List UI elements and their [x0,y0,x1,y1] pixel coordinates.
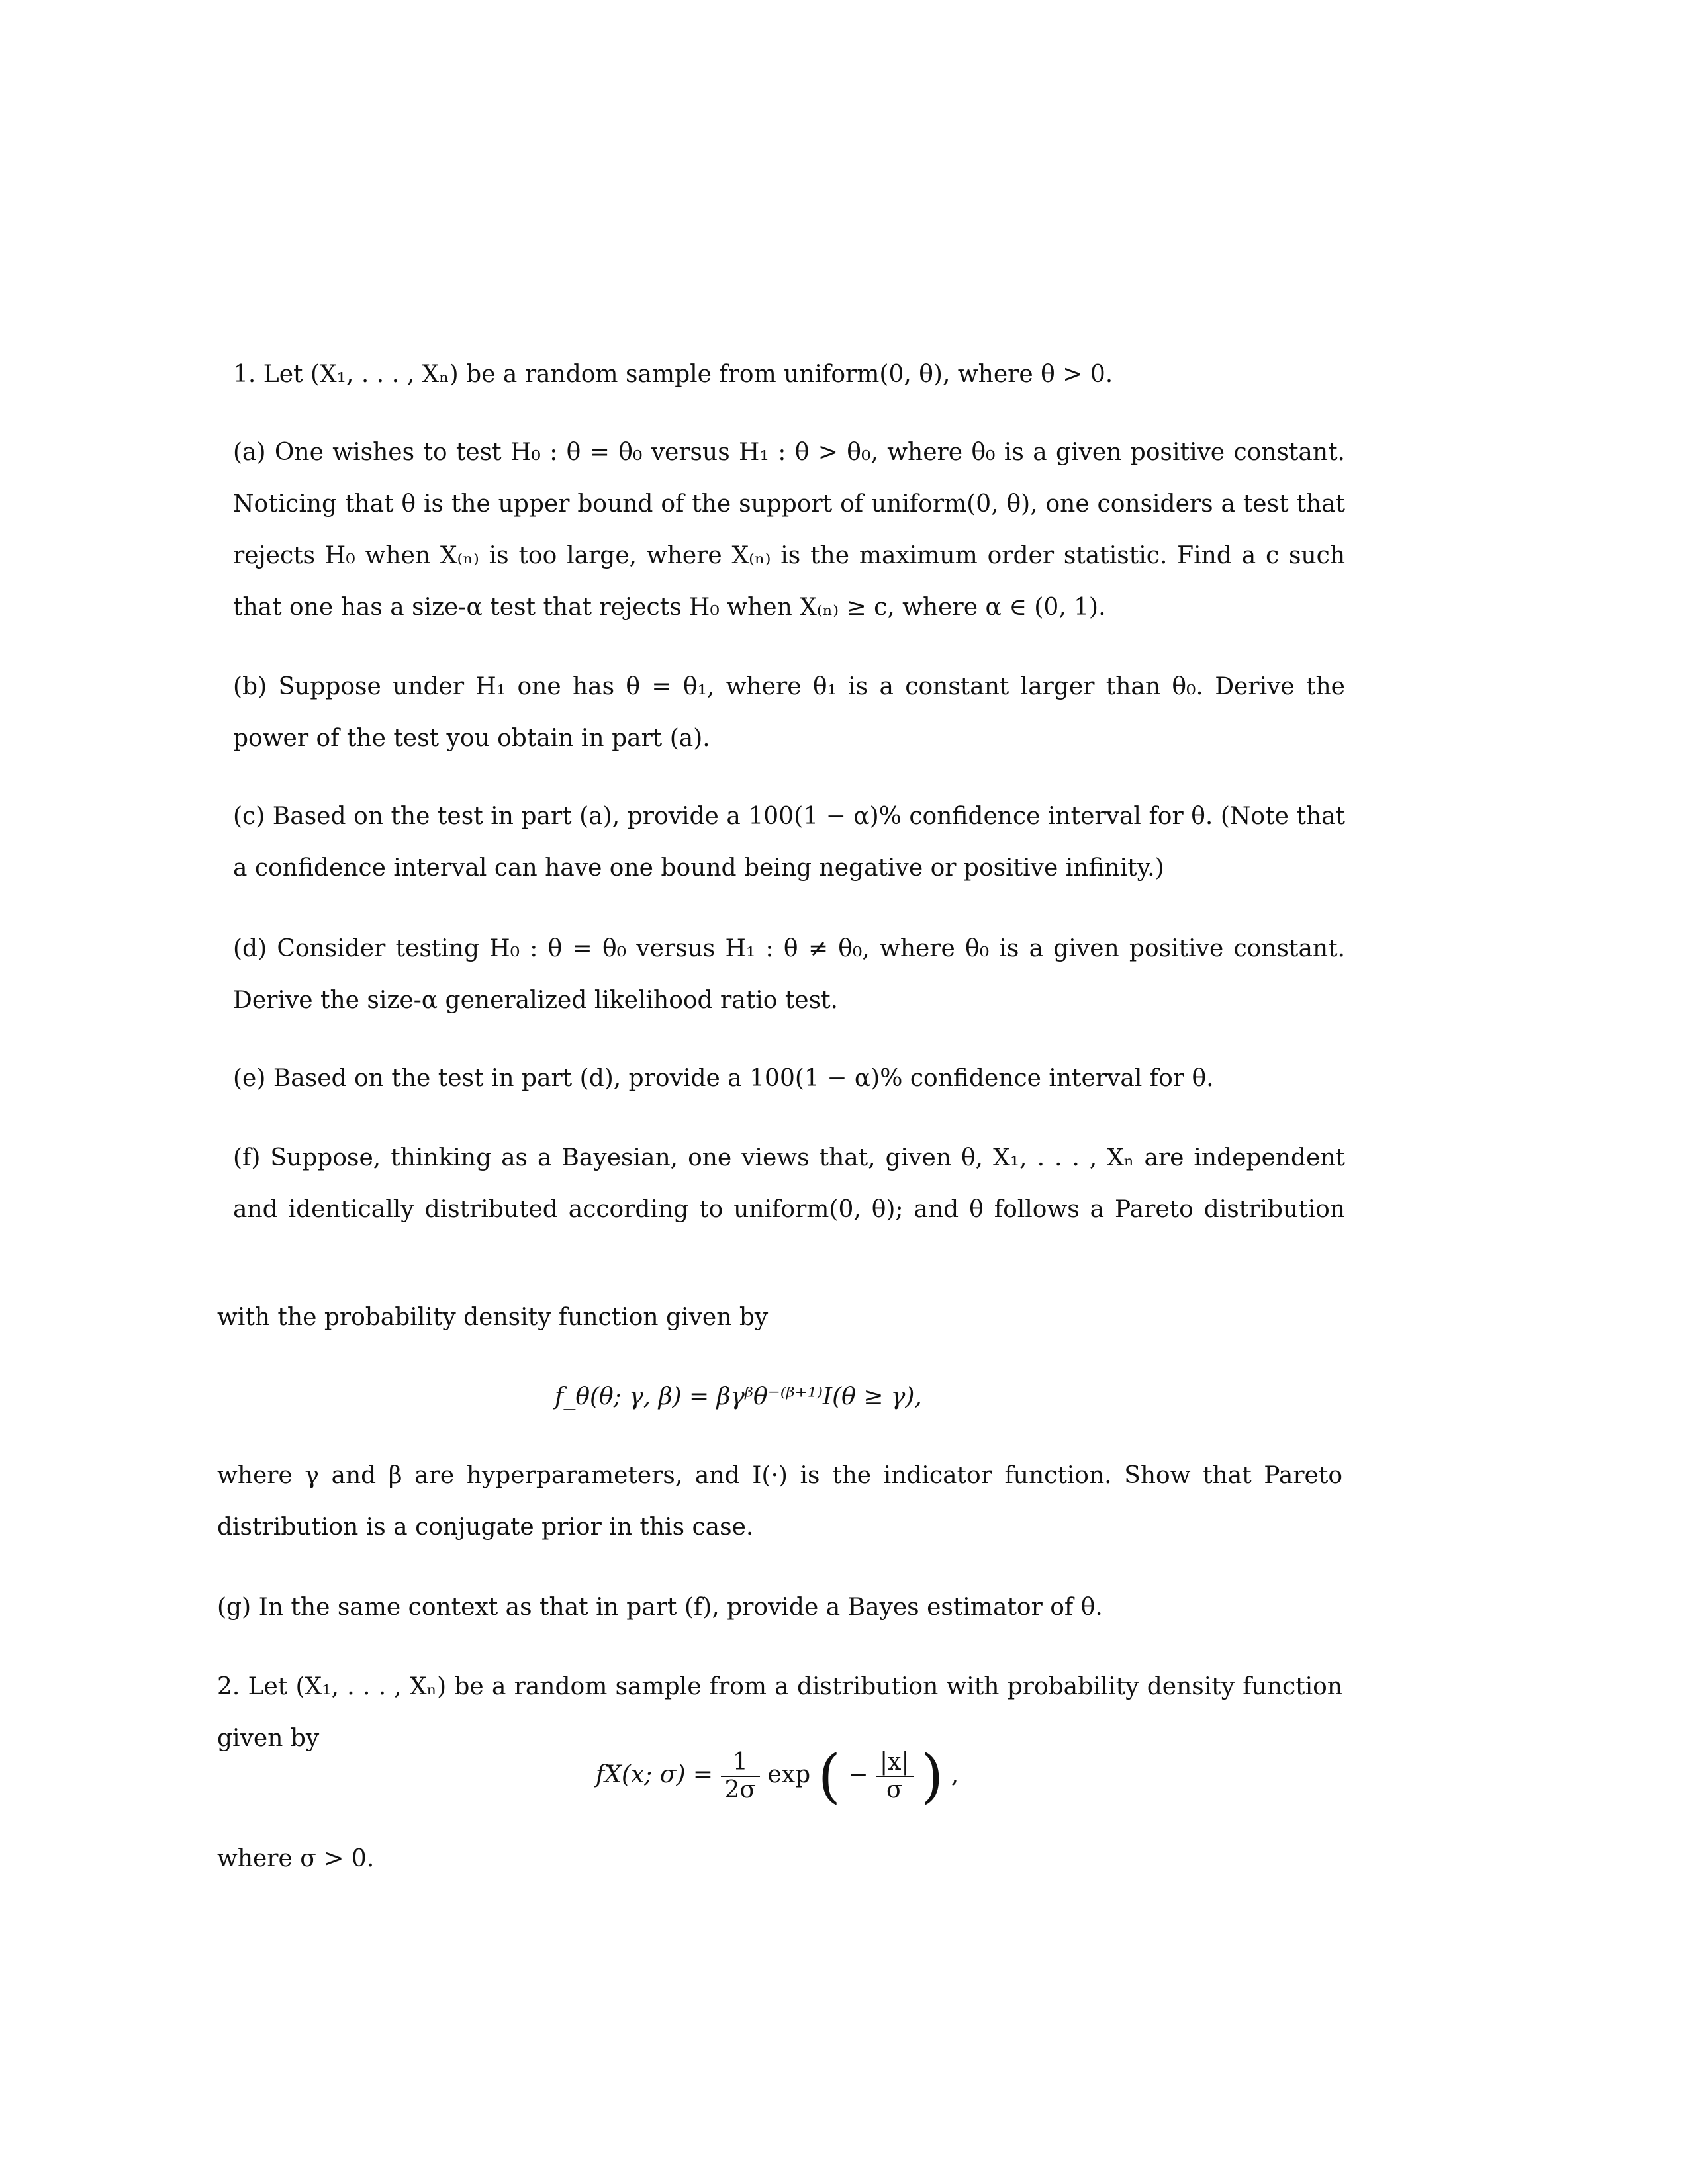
part-b-line: (b) Suppose under H₁ one has θ = θ₁, where θ₁ is a constant larger than θ₀. Derive the [233,673,1345,700]
inner-minus: − [848,1761,868,1788]
part-f-after [217,1450,1342,1553]
part-d-line: (d) Consider testing H₀ : θ = θ₀ versus H₁ : θ ≠ θ₀, where θ₀ is a given positive constant. [233,935,1345,962]
part-e [233,1053,1345,1105]
problem-1-intro [233,349,1345,400]
coefficient-denominator: 2σ [724,1776,757,1803]
part-d-line: Derive the size-α generalized likelihood ratio test. [233,987,838,1014]
part-c [233,791,1345,894]
part-g [217,1582,1342,1633]
exp-function: exp [767,1761,811,1788]
equation-comma: , [951,1761,959,1788]
part-b [233,661,1345,764]
problem-1-intro-text: 1. Let (X₁, . . . , Xₙ) be a random sample from uniform(0, θ), where θ > 0. [233,361,1113,388]
part-f-line: and identically distributed according to uniform(0, θ); and θ follows a Pareto distribution [233,1196,1345,1223]
part-a-line: Noticing that θ is the upper bound of the support of uniform(0, θ), one considers a test that [233,490,1345,518]
part-a-line: rejects H₀ when X₍ₙ₎ is too large, where X₍ₙ₎ is the maximum order statistic. Find a c such [233,542,1345,569]
problem-2-where [217,1833,1342,1885]
part-c-line: (c) Based on the test in part (a), provide a 100(1 − α)% confidence interval for θ. (Note that [233,803,1345,830]
inner-fraction [876,1749,914,1803]
part-f [233,1132,1345,1236]
problem-2-line: 2. Let (X₁, . . . , Xₙ) be a random sample from a distribution with probability density function [217,1673,1342,1700]
part-b-line: power of the test you obtain in part (a). [233,725,710,752]
part-a [233,427,1345,633]
part-f-continuation-text: with the probability density function given by [217,1304,769,1331]
laplace-equation-lhs: fX(x; σ) = [596,1761,714,1788]
part-f-line: (f) Suppose, thinking as a Bayesian, one views that, given θ, X₁, . . . , Xₙ are independent [233,1144,1345,1171]
part-f-continuation [217,1292,1342,1343]
part-d [233,923,1345,1026]
laplace-equation-coefficient [721,1749,760,1803]
part-f-after-line: where γ and β are hyperparameters, and I(·) is the indicator function. Show that Pareto [217,1462,1342,1489]
part-a-line: that one has a size-α test that rejects H₀ when X₍ₙ₎ ≥ c, where α ∈ (0, 1). [233,594,1106,621]
inner-numerator: |x| [876,1749,914,1777]
inner-denominator: σ [886,1776,903,1803]
pareto-density-equation: f_θ(θ; γ, β) = βγᵝθ⁻⁽ᵝ⁺¹⁾I(θ ≥ γ), [555,1383,922,1410]
part-a-line: (a) One wishes to test H₀ : θ = θ₀ versus H₁ : θ > θ₀, where θ₀ is a given positive constant. [233,439,1345,466]
part-f-after-line: distribution is a conjugate prior in this case. [217,1514,754,1541]
right-paren: ) [921,1742,944,1810]
left-paren: ( [818,1742,841,1810]
problem-2-where-text: where σ > 0. [217,1845,375,1872]
part-c-line: a confidence interval can have one bound being negative or positive infinity.) [233,854,1164,882]
part-g-line: (g) In the same context as that in part (f), provide a Bayes estimator of θ. [217,1594,1103,1621]
part-e-line: (e) Based on the test in part (d), provide a 100(1 − α)% confidence interval for θ. [233,1065,1214,1092]
problem-2-line: given by [217,1725,320,1752]
laplace-density-equation [596,1742,959,1810]
coefficient-numerator: 1 [721,1749,760,1777]
